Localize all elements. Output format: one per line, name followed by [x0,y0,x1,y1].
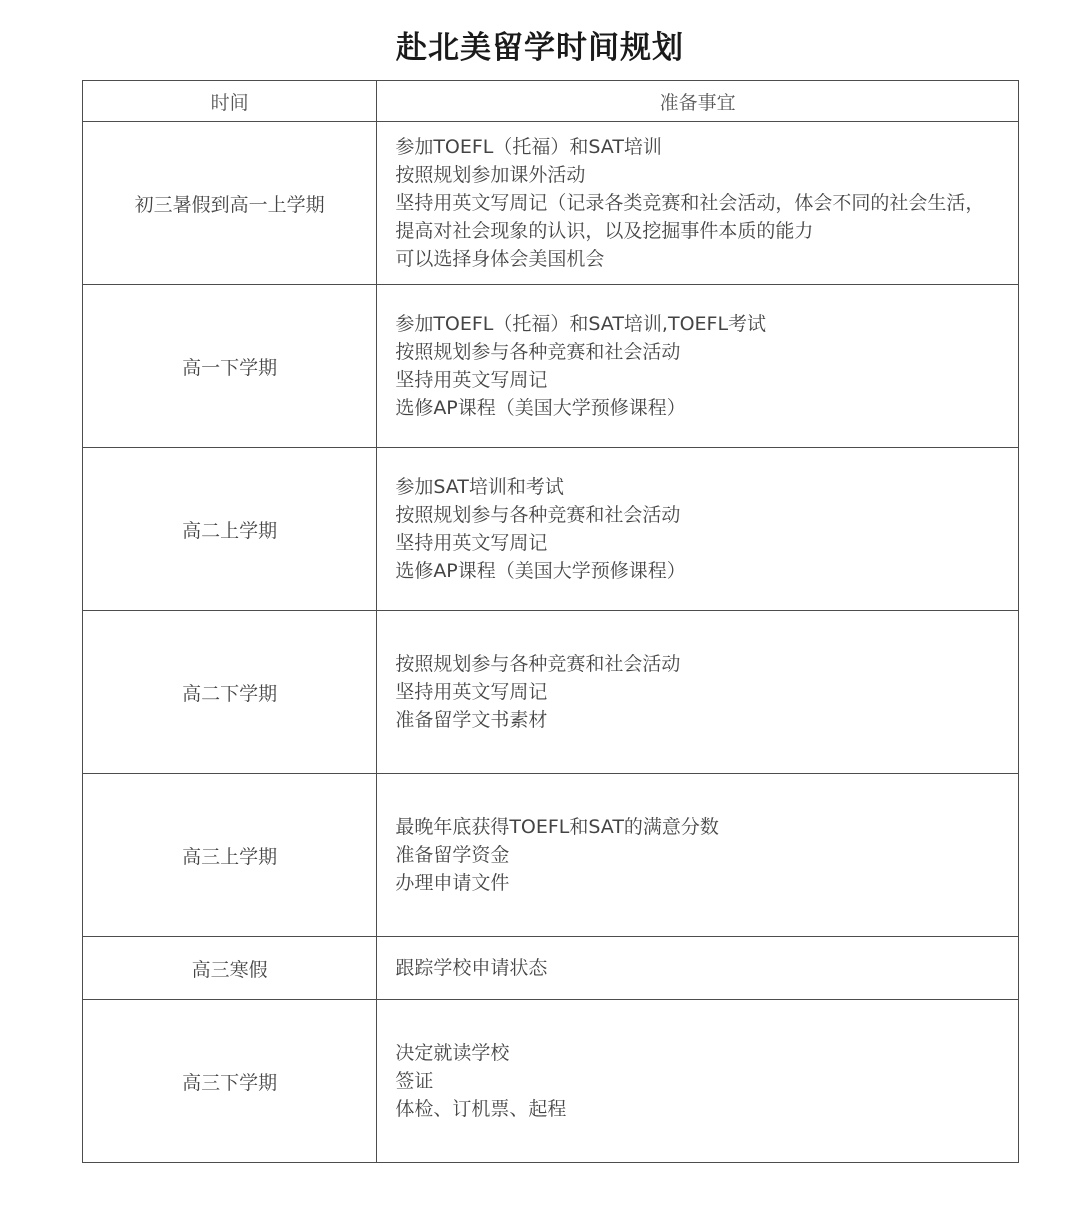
prep-cell [377,448,1019,611]
prep-cell [377,1000,1019,1163]
table-row [83,1000,1019,1163]
table-row [83,285,1019,448]
prep-item: 按照规划参与各种竞赛和社会活动 [395,504,681,526]
time-cell: 初三暑假到高一上学期 [83,122,377,285]
table-row [83,448,1019,611]
prep-item: 准备留学文书素材 [395,709,548,731]
page-title: 赴北美留学时间规划 [396,30,684,66]
table-row [83,774,1019,937]
prep-item: 参加TOEFL（托福）和SAT培训 [395,136,662,158]
time-cell: 高一下学期 [83,285,377,448]
time-cell: 高三寒假 [83,937,377,1000]
table-row [83,122,1019,285]
prep-item: 坚持用英文写周记 [395,532,548,554]
header-prep: 准备事宜 [377,81,1019,122]
prep-item: 可以选择身体会美国机会 [395,248,605,270]
prep-item: 按照规划参与各种竞赛和社会活动 [395,653,681,675]
prep-item: 按照规划参加课外活动 [395,164,586,186]
time-cell: 高三下学期 [83,1000,377,1163]
prep-item: 决定就读学校 [395,1042,510,1064]
plan-table [82,80,1019,1163]
prep-item: 办理申请文件 [395,872,510,894]
prep-item: 坚持用英文写周记（记录各类竞赛和社会活动，体会不同的社会生活，提高对社会现象的认识，以及挖掘事件本质的能力 [395,192,985,242]
prep-item: 最晚年底获得TOEFL和SAT的满意分数 [395,816,719,838]
time-cell: 高三上学期 [83,774,377,937]
prep-cell [377,122,1019,285]
prep-item: 坚持用英文写周记 [395,681,548,703]
prep-cell [377,611,1019,774]
prep-item: 体检、订机票、起程 [395,1098,567,1120]
time-cell: 高二下学期 [83,611,377,774]
table-header-row [83,81,1019,122]
prep-item: 准备留学资金 [395,844,510,866]
prep-item: 坚持用英文写周记 [395,369,548,391]
header-time: 时间 [83,81,377,122]
prep-item: 参加SAT培训和考试 [395,476,564,498]
prep-item: 签证 [395,1070,434,1092]
prep-cell [377,937,1019,1000]
prep-item: 选修AP课程（美国大学预修课程） [395,560,686,582]
table-row [83,611,1019,774]
prep-cell [377,774,1019,937]
prep-item: 跟踪学校申请状态 [395,957,548,979]
time-cell: 高二上学期 [83,448,377,611]
prep-item: 选修AP课程（美国大学预修课程） [395,397,686,419]
table-row [83,937,1019,1000]
prep-cell [377,285,1019,448]
prep-item: 参加TOEFL（托福）和SAT培训,TOEFL考试 [395,313,767,335]
prep-item: 按照规划参与各种竞赛和社会活动 [395,341,681,363]
